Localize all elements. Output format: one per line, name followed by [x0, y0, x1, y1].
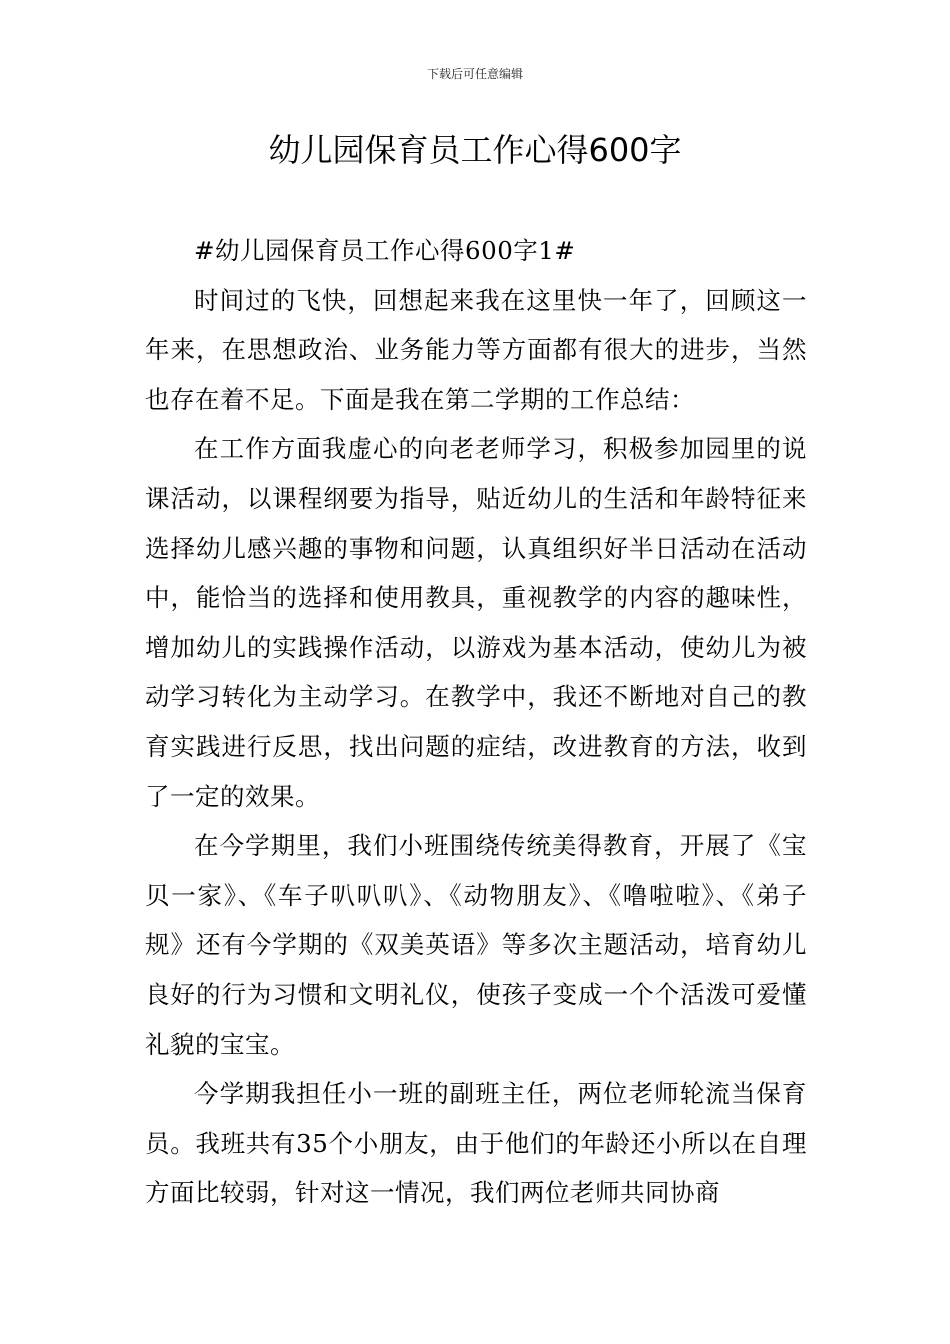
paragraph-3: 在今学期里，我们小班围绕传统美得教育，开展了《宝贝一家》、《车子叭叭叭》、《动物朋友》、《噜啦啦》、《弟子规》还有今学期的《双美英语》等多次主题活动，培育幼儿良好的行为习惯和文明礼仪，使孩子变成一个个活泼可爱懂礼貌的宝宝。 — [145, 831, 807, 1059]
paragraph-4: 今学期我担任小一班的副班主任，两位老师轮流当保育员。我班共有35个小朋友，由于他们的年龄还小所以在自理方面比较弱，针对这一情况，我们两位老师共同协商 — [145, 1079, 807, 1208]
section-heading: #幼儿园保育员工作心得600字1# — [194, 236, 576, 265]
paragraph-2: 在工作方面我虚心的向老老师学习，积极参加园里的说课活动，以课程纲要为指导，贴近幼儿的生活和年龄特征来选择幼儿感兴趣的事物和问题，认真组织好半日活动在活动中，能恰当的选择和使用教具，重视教学的内容的趣味性，增加幼儿的实践操作活动，以游戏为基本活动，使幼儿为被动学习转化为主动学习。在教学中，我还不断地对自己的教育实践进行反思，找出问题的症结，改进教育的方法，收到了一定的效果。 — [145, 434, 807, 811]
paragraph-1: 时间过的飞快，回想起来我在这里快一年了，回顾这一年来，在思想政治、业务能力等方面都有很大的进步，当然也存在着不足。下面是我在第二学期的工作总结： — [145, 285, 807, 414]
document-body — [145, 226, 807, 1218]
header-note: 下载后可任意编辑 — [426, 67, 523, 81]
document-title: 幼儿园保育员工作心得600字 — [268, 131, 682, 169]
